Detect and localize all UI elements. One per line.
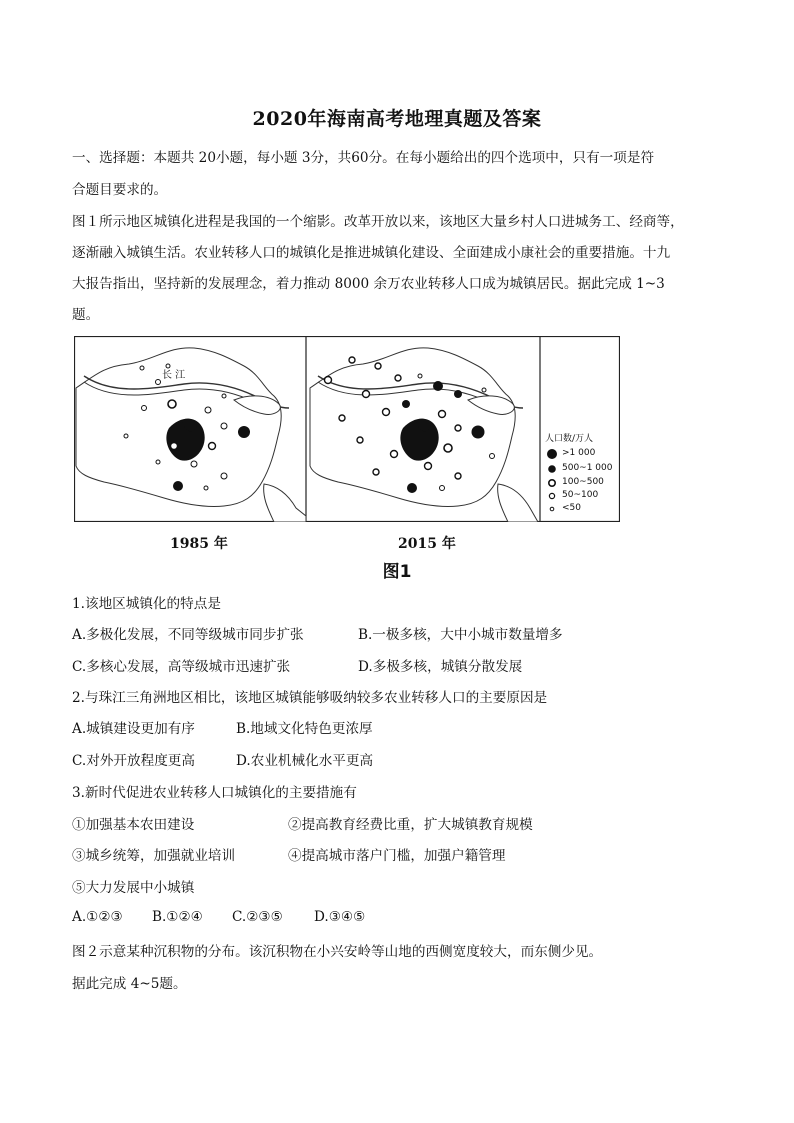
panel-label-2015: 2015 年 — [398, 536, 456, 552]
figure-1-caption: 图1 — [382, 562, 412, 582]
q3-option-a[interactable]: A.①②③ — [72, 909, 123, 925]
figure-1-svg — [74, 336, 620, 522]
q2-stem: 2.与珠江三角洲地区相比，该地区城镇能够吸纳较多农业转移人口的主要原因是 — [72, 690, 548, 706]
fig2-intro-line2: 据此完成 4~5题。 — [72, 976, 187, 992]
legend-item-4: 50~100 — [562, 490, 599, 500]
section-instructions-line1: 一、选择题：本题共 20小题，每小题 3分，共60分。在每小题给出的四个选项中，只有一项是符 — [72, 150, 655, 166]
q3-option-b[interactable]: B.①②④ — [152, 909, 203, 925]
figure-1-maps — [74, 336, 620, 522]
page-title: 2020年海南高考地理真题及答案 — [252, 108, 542, 130]
q3-measure-3: ③城乡统筹，加强就业培训 — [72, 848, 236, 864]
q3-measure-2: ②提高教育经费比重，扩大城镇教育规模 — [288, 817, 533, 833]
panel-label-1985: 1985 年 — [170, 536, 228, 552]
q1-option-a[interactable]: A.多极化发展，不同等级城市同步扩张 — [72, 627, 304, 643]
intro-line2: 逐渐融入城镇生活。农业转移人口的城镇化是推进城镇化建设、全面建成小康社会的重要措施。十九 — [72, 245, 671, 261]
q1-stem: 1.该地区城镇化的特点是 — [72, 596, 221, 612]
q3-measure-5: ⑤大力发展中小城镇 — [72, 880, 195, 896]
q2-option-c[interactable]: C.对外开放程度更高 — [72, 753, 195, 769]
q1-option-b[interactable]: B.一极多核，大中小城市数量增多 — [358, 627, 563, 643]
q3-option-d[interactable]: D.③④⑤ — [314, 909, 366, 925]
q2-option-a[interactable]: A.城镇建设更加有序 — [72, 721, 195, 737]
legend-item-2: 500~1 000 — [562, 463, 613, 473]
legend-title: 人口数/万人 — [545, 434, 594, 444]
q3-stem: 3.新时代促进农业转移人口城镇化的主要措施有 — [72, 785, 357, 801]
legend-item-5: <50 — [562, 503, 581, 513]
q2-option-b[interactable]: B.地域文化特色更浓厚 — [236, 721, 373, 737]
river-label: 长 江 — [162, 370, 186, 381]
q1-option-c[interactable]: C.多核心发展，高等级城市迅速扩张 — [72, 659, 291, 675]
q3-measure-1: ①加强基本农田建设 — [72, 817, 195, 833]
intro-line4: 题。 — [72, 307, 100, 323]
intro-line1: 图１所示地区城镇化进程是我国的一个缩影。改革开放以来，该地区大量乡村人口进城务工、经商等， — [72, 214, 684, 230]
q1-option-d[interactable]: D.多极多核，城镇分散发展 — [358, 659, 523, 675]
intro-line3: 大报告指出，坚持新的发展理念，着力推动 8000 余万农业转移人口成为城镇居民。据此完成 1~3 — [72, 276, 665, 292]
legend-item-3: 100~500 — [562, 477, 604, 487]
q3-option-c[interactable]: C.②③⑤ — [232, 909, 283, 925]
legend-item-1: >1 000 — [562, 448, 596, 458]
section-instructions-line2: 合题目要求的。 — [72, 182, 168, 198]
q2-option-d[interactable]: D.农业机械化水平更高 — [236, 753, 374, 769]
fig2-intro-line1: 图２示意某种沉积物的分布。该沉积物在小兴安岭等山地的西侧宽度较大，而东侧少见。 — [72, 944, 603, 960]
q3-measure-4: ④提高城市落户门槛，加强户籍管理 — [288, 848, 506, 864]
